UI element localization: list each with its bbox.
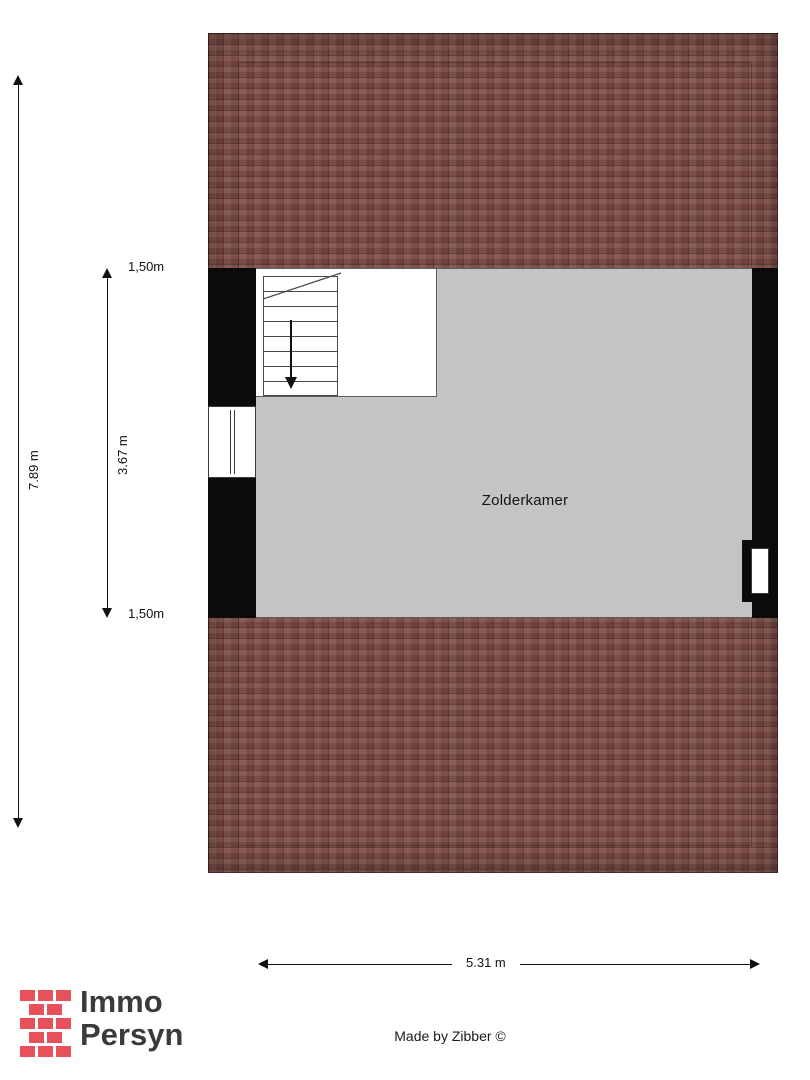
wall-left-lower xyxy=(208,478,256,618)
dimension-arrow-room-top xyxy=(102,268,112,278)
brand-name-line2: Persyn xyxy=(80,1017,184,1053)
window-left-icon xyxy=(208,406,256,478)
wall-left-upper xyxy=(208,268,256,398)
dimension-label-lower-slope: 1,50m xyxy=(128,606,165,621)
dimension-label-room-depth: 3.67 m xyxy=(115,435,130,475)
wall-left-middle xyxy=(208,398,256,406)
dimension-line-overall-depth xyxy=(18,85,19,818)
dimension-arrow-overall-bottom xyxy=(13,818,23,828)
dimension-arrow-width-right xyxy=(750,959,760,969)
dimension-arrow-width-left xyxy=(258,959,268,969)
dimension-label-upper-slope: 1,50m xyxy=(128,259,165,274)
dimension-label-overall-depth: 7.89 m xyxy=(26,450,41,490)
dimension-line-room-depth xyxy=(107,278,108,608)
stairs-direction-arrow-icon xyxy=(290,320,292,378)
staircase-handrail-icon xyxy=(263,271,343,301)
room-label-zolderkamer: Zolderkamer xyxy=(481,492,569,509)
window-right-icon xyxy=(742,540,778,602)
dimension-arrow-room-bottom xyxy=(102,608,112,618)
dimension-label-overall-width: 5.31 m xyxy=(452,955,520,970)
credit-line xyxy=(0,1028,810,1044)
wall-right-upper xyxy=(752,268,778,540)
wall-right-lower xyxy=(752,600,778,618)
credit-text: Made by Zibber © xyxy=(394,1028,506,1044)
dimension-arrow-overall-top xyxy=(13,75,23,85)
brand-name-line1: Immo xyxy=(80,984,163,1019)
